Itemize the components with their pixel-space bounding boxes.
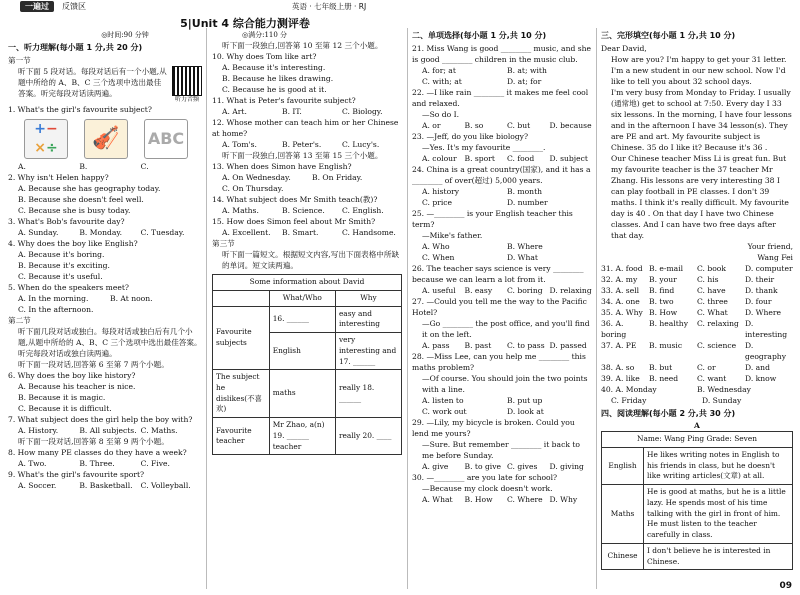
option[interactable]: 31. A. food (601, 263, 643, 273)
option[interactable]: B. Basketball. (79, 481, 133, 491)
option[interactable]: B. sport (464, 153, 495, 163)
feedback-label: 反馈区 (62, 2, 86, 11)
option[interactable]: C. English. (342, 206, 384, 216)
question-6: 6. Why does the boy like history? (8, 371, 136, 381)
option[interactable]: B. Where (507, 241, 543, 251)
option[interactable]: C. work out (422, 406, 467, 416)
question-8: 8. How many PE classes do they have a week? (8, 448, 187, 458)
option[interactable]: C. food (507, 153, 535, 163)
column-divider (206, 28, 207, 589)
option[interactable]: B. How (649, 307, 678, 317)
question-25: 25. —________ is your English teacher this term? (412, 208, 573, 229)
answer-blank-20[interactable]: really 20. ____ (335, 418, 401, 455)
option[interactable]: D. giving (549, 461, 584, 471)
music-instrument-icon: 🎻 (84, 119, 128, 159)
letter-paragraph: I'm very busy from Monday to Friday. I usually (通常地) get to school at 7:50. Every day I 33 six lessons. In the morning, I have four lessons and in the afternoon I have 34 lesson(s). They are PE and art. My favourite subject is Chinese. 35 do I like it? Because it's 36 . (611, 87, 792, 152)
row-label: Favourite teacher (213, 418, 270, 455)
question-26: 26. The teacher says science is very ________ because we can learn a lot from it. (412, 263, 584, 284)
section-heading: 二、单项选择(每小题 1 分,共 10 分) (412, 31, 547, 40)
table-header: What/Who (269, 290, 335, 306)
question-13: 13. When does Simon have English? (212, 162, 352, 172)
option[interactable]: B. but (649, 362, 673, 372)
option[interactable]: B. month (507, 186, 543, 196)
question-11: 11. What is Peter's favourite subject? (212, 96, 356, 106)
question-10: 10. Why does Tom like art? (212, 52, 317, 62)
table-cell: English (269, 333, 335, 370)
option[interactable]: B. at; with (507, 65, 547, 75)
option[interactable]: C. What (697, 307, 728, 317)
option[interactable]: A. Who (422, 241, 450, 251)
row-label: The subject he dislikes(不喜欢) (213, 370, 270, 418)
option[interactable]: A. Excellent. (222, 228, 271, 238)
subject-line: 英语 · 七年级上册 · RJ (292, 2, 367, 11)
option[interactable]: B. At noon. (110, 294, 153, 304)
option[interactable]: 40. A. Monday (601, 384, 657, 394)
column-divider (407, 28, 408, 589)
question-21: 21. Miss Wang is good ________ music, and she is good ________ children in the music club. (412, 43, 592, 64)
option[interactable]: B. music (649, 340, 683, 350)
row-label: Maths (602, 485, 644, 544)
question-23: 23. —Jeff, do you like biology? (412, 131, 529, 141)
option[interactable]: C. Maths. (140, 426, 178, 436)
cloze-option-row (601, 307, 793, 318)
report-table (601, 431, 793, 570)
brand-logo: 一遍过 (20, 1, 54, 12)
option[interactable]: C. Volleyball. (140, 481, 191, 491)
option[interactable]: C. three (697, 296, 728, 306)
option[interactable]: B. Three. (79, 459, 115, 469)
question-27: 27. —Could you tell me the way to the Pacific Hotel? (412, 296, 587, 317)
instruction-text: 听下面一篇短文。根据短文内容,写出下面表格中所缺的单词。短文读两遍。 (222, 250, 400, 271)
option[interactable]: 32. A. my (601, 274, 638, 284)
instruction-text: 听下面一段对话,回答第 8 至第 9 两个小题。 (18, 437, 169, 447)
option[interactable]: C. Because she is busy today. (18, 206, 131, 216)
option[interactable]: 39. A. like (601, 373, 640, 383)
option[interactable]: D. What (507, 252, 538, 262)
table-cell: He is good at maths, but he is a little lazy. He spends most of his time talking with the girl in front of him. He must listen to the teacher carefully in class. (644, 485, 793, 544)
option[interactable]: B. past (464, 340, 492, 350)
question-12: 12. Whose mother can teach him or her Chinese at home? (212, 118, 399, 139)
sub-heading: 第三节 (212, 239, 235, 249)
option[interactable]: C. Because he is good at it. (222, 85, 327, 95)
cloze-option-row (601, 340, 793, 362)
option[interactable]: B. so (464, 120, 484, 130)
picture-options (24, 119, 202, 159)
option[interactable]: D. thank (745, 285, 778, 295)
option[interactable]: B. IT. (282, 107, 302, 117)
option[interactable]: C. In the afternoon. (18, 305, 94, 315)
option[interactable]: D. and (745, 362, 770, 372)
column-4 (601, 28, 793, 570)
option[interactable]: B. Wednesday (697, 384, 751, 394)
time-label: ◎时间:90 分钟 (101, 31, 149, 39)
option[interactable]: D. at; for (507, 76, 542, 86)
question-30: 30. —________ are you late for school? (412, 472, 558, 482)
option[interactable]: B. Peter's. (282, 140, 322, 150)
option[interactable]: A. Sunday. (18, 228, 59, 238)
option[interactable]: D. know (745, 373, 777, 383)
option[interactable]: A. Because it's boring. (18, 250, 105, 260)
letter-signature: Wang Fei (757, 252, 793, 262)
option[interactable]: B. Because he likes drawing. (222, 74, 334, 84)
option[interactable]: C. Five. (140, 459, 170, 469)
answer-blank-18[interactable]: really 18. ______ (335, 370, 401, 418)
option[interactable]: A. listen to (422, 395, 464, 405)
cloze-option-row (601, 274, 793, 285)
option[interactable]: C. Friday (611, 395, 647, 405)
question-28: 28. —Miss Lee, can you help me ________ this maths problem? (412, 351, 586, 372)
option[interactable]: B. Because it's exciting. (18, 261, 110, 271)
passage-label: A (694, 421, 700, 431)
option[interactable]: D. look at (507, 406, 544, 416)
option[interactable]: B. Because it is magic. (18, 393, 106, 403)
option[interactable]: B. Because she doesn't feel well. (18, 195, 144, 205)
option[interactable]: D. four (745, 296, 772, 306)
option[interactable]: C. want (697, 373, 727, 383)
option[interactable]: A. pass (422, 340, 450, 350)
option[interactable]: C. science (697, 340, 737, 350)
option[interactable]: A. useful (422, 285, 456, 295)
table-cell: easy and interesting (335, 306, 401, 332)
question-5: 5. When do the speakers meet? (8, 283, 129, 293)
instruction-text: 听下面 5 段对话。每段对话后有一个小题,从题中所给的 A、B、C 三个选项中选出最佳答案。听完每段对话读两遍。 (18, 66, 167, 98)
dialogue-line: —Go ________ the post office, and you'll find it on the left. (422, 318, 590, 339)
row-label: Favourite subjects (213, 306, 270, 370)
cloze-option-row (601, 362, 793, 373)
dialogue-line: —Yes. It's my favourite ________. (422, 142, 546, 152)
option[interactable]: A. Soccer. (18, 481, 57, 491)
option[interactable]: C. but (507, 120, 531, 130)
dialogue-line: —Sure. But remember ________ it back to me before Sunday. (422, 439, 580, 460)
question-24: 24. China is a great country(国家), and it has a ________ of over(超过) 5,000 years. (412, 164, 591, 185)
option[interactable]: D. Sunday (702, 395, 742, 405)
dialogue-line: —Of course. You should join the two points with a line. (422, 373, 588, 394)
option[interactable]: 35. A. Why (601, 307, 643, 317)
option[interactable]: 33. A. sell (601, 285, 640, 295)
option[interactable]: D. Why (549, 494, 578, 504)
question-15: 15. How does Simon feel about Mr Smith? (212, 217, 376, 227)
option[interactable]: D. Where (745, 307, 781, 317)
option[interactable]: B. healthy (649, 318, 688, 328)
option[interactable]: C. book (697, 263, 726, 273)
question-3: 3. What's Bob's favourite day? (8, 217, 125, 227)
option[interactable]: C. Handsome. (342, 228, 396, 238)
answer-blank-19[interactable]: Mr Zhao, a(n) 19. ______ teacher (269, 418, 335, 455)
question-14: 14. What subject does Mr Smith teach(教)? (212, 195, 378, 205)
info-table (212, 274, 402, 455)
table-title: Some information about David (213, 275, 402, 291)
option[interactable]: C. or (697, 362, 716, 372)
option[interactable]: B. How (464, 494, 493, 504)
question-29: 29. —Lily, my bicycle is broken. Could you lend me yours? (412, 417, 575, 438)
option[interactable]: C. Because it is difficult. (18, 404, 112, 414)
option[interactable]: C. with; at (422, 76, 462, 86)
option[interactable]: D. their (745, 274, 775, 284)
option[interactable]: B. find (649, 285, 675, 295)
option[interactable]: C. Tuesday. (140, 228, 185, 238)
section-heading: 四、阅读理解(每小题 2 分,共 30 分) (601, 408, 736, 418)
option[interactable]: D. subject (549, 153, 588, 163)
option[interactable]: 34. A. one (601, 296, 640, 306)
option[interactable]: A. give (422, 461, 449, 471)
option[interactable]: C. When (422, 252, 455, 262)
option[interactable]: A. or (422, 120, 441, 130)
question-22: 22. —I like rain ________ it makes me feel cool and relaxed. (412, 87, 589, 108)
option[interactable]: A. Tom's. (222, 140, 257, 150)
instruction-text: 听下面一段对话,回答第 6 至第 7 两个小题。 (18, 360, 169, 370)
column-3 (412, 28, 592, 505)
answer-blank-16[interactable]: 16. ______ (269, 306, 335, 332)
option[interactable]: A. (18, 162, 26, 172)
page-number: 09 (779, 580, 792, 591)
dialogue-line: —So do I. (422, 109, 460, 119)
qr-label: 听力音频 (174, 95, 199, 103)
header-band (0, 0, 800, 13)
option[interactable]: C. Where (507, 494, 543, 504)
answer-blank-17[interactable]: very interesting and 17. ______ (335, 333, 401, 370)
question-2: 2. Why isn't Helen happy? (8, 173, 109, 183)
intro-block (8, 66, 202, 105)
table-cell: He likes writing notes in English to his friends in class, but he doesn't like writing articles(文章) at all. (644, 447, 793, 484)
column-2 (212, 30, 402, 455)
option[interactable]: D. interesting (745, 318, 788, 339)
option[interactable]: C. relaxing (697, 318, 739, 328)
option[interactable]: D. geography (745, 340, 786, 361)
option[interactable]: B. to give (464, 461, 502, 471)
option[interactable]: B. need (649, 373, 679, 383)
table-header: Why (335, 290, 401, 306)
dialogue-line: —Mike's father. (422, 230, 483, 240)
cloze-option-row (601, 296, 793, 307)
option[interactable]: C. his (697, 274, 719, 284)
option[interactable]: A. Art. (222, 107, 247, 117)
option[interactable]: C. price (422, 197, 453, 207)
option[interactable]: A. In the morning. (18, 294, 89, 304)
instruction-text: 听下面一段独白,回答第 13 至第 15 三个小题。 (222, 151, 383, 161)
option[interactable]: B. put up (507, 395, 543, 405)
qr-code-icon[interactable] (172, 66, 202, 96)
row-label: Chinese (602, 543, 644, 569)
cloze-option-row (601, 373, 793, 384)
option[interactable]: C. Biology. (342, 107, 383, 117)
option[interactable]: A. What (422, 494, 453, 504)
option[interactable]: C. On Thursday. (222, 184, 284, 194)
option[interactable]: A. Maths. (222, 206, 259, 216)
dialogue-line: —Because my clock doesn't work. (422, 483, 553, 493)
cloze-options (601, 263, 793, 384)
option[interactable]: A. colour (422, 153, 457, 163)
option[interactable]: D. passed (549, 340, 587, 350)
table-cell: I don't believe he is interested in Chinese. (644, 543, 793, 569)
instruction-text: 听下面几段对话或独白。每段对话或独白后有几个小题,从题中所给的 A、B、C 三个选项中选出最佳答案。听完每段对话或独白读两遍。 (18, 327, 202, 359)
option[interactable]: D. relaxing (549, 285, 592, 295)
option[interactable]: A. Because his teacher is nice. (18, 382, 136, 392)
option[interactable]: B. your (649, 274, 677, 284)
option[interactable]: B. e-mail (649, 263, 684, 273)
question-9: 9. What's the girl's favourite sport? (8, 470, 145, 480)
option[interactable]: C. boring (507, 285, 543, 295)
section-heading: 一、听力理解(每小题 1 分,共 20 分) (8, 43, 143, 53)
option[interactable]: A. Because it's interesting. (222, 63, 326, 73)
option[interactable]: C. (140, 162, 149, 172)
letter-paragraph: How are you? I'm happy to get your 31 letter. I'm a new student in our new school. Now I'd like to tell you about 32 school days. (611, 54, 787, 86)
question-1-options (18, 161, 202, 172)
option[interactable]: 37. A. PE (601, 340, 637, 350)
option[interactable]: C. Lucy's. (342, 140, 380, 150)
abc-letters-icon: ABC (144, 119, 188, 159)
option[interactable]: B. On Friday. (312, 173, 363, 183)
row-label: English (602, 447, 644, 484)
option[interactable]: D. computer (745, 263, 793, 273)
option[interactable]: A. History. (18, 426, 59, 436)
page-title: 5|Unit 4 综合能力测评卷 (180, 17, 310, 30)
option[interactable]: A. for; at (422, 65, 456, 75)
option[interactable]: B. Monday. (79, 228, 123, 238)
option[interactable]: B. two (649, 296, 674, 306)
cloze-option-row (601, 285, 793, 296)
cloze-option-row (601, 318, 793, 340)
option[interactable]: B. All subjects. (79, 426, 137, 436)
letter-greeting: Dear David, (601, 43, 647, 53)
option[interactable]: D. because (549, 120, 592, 130)
option[interactable]: A. Because she has geography today. (18, 184, 161, 194)
letter-paragraph: Our Chinese teacher Miss Li is great fun. But my favourite teacher is the 37 teacher Mr Zhang. His lessons are very interesting 38 I can play football in PE classes. I don't 39 maths. I think it's really difficult. My favourite day is 40 . On that day I have two Chinese classes. And I can have two free days after that day. (611, 153, 789, 240)
option[interactable]: A. history (422, 186, 460, 196)
cloze-option-row (601, 263, 793, 274)
option[interactable]: C. gives (507, 461, 538, 471)
option[interactable]: C. have (697, 285, 726, 295)
option[interactable]: B. easy (464, 285, 493, 295)
question-4: 4. Why does the boy like English? (8, 239, 138, 249)
question-7: 7. What subject does the girl help the boy with? (8, 415, 193, 425)
sub-heading: 第二节 (8, 316, 31, 326)
option[interactable]: B. (79, 162, 88, 172)
table-title: Name: Wang Ping Grade: Seven (602, 432, 793, 448)
option[interactable]: B. Science. (282, 206, 325, 216)
option[interactable]: C. Because it's useful. (18, 272, 103, 282)
column-1 (8, 30, 202, 491)
option[interactable]: A. On Wednesday. (222, 173, 291, 183)
option[interactable]: 38. A. so (601, 362, 635, 372)
math-symbols-icon: +− ×÷ (24, 119, 68, 159)
sub-heading: 第一节 (8, 55, 31, 65)
score-label: ◎满分:110 分 (242, 31, 288, 39)
option[interactable]: D. number (507, 197, 548, 207)
instruction-text: 听下面一段独白,回答第 10 至第 12 三个小题。 (222, 41, 383, 51)
question-1: 1. What's the girl's favourite subject? (8, 105, 152, 115)
option[interactable]: 36. A. boring (601, 318, 627, 339)
option[interactable]: C. to pass (507, 340, 545, 350)
column-divider (596, 28, 597, 589)
section-heading: 三、完形填空(每小题 1 分,共 10 分) (601, 31, 736, 40)
table-cell: maths (269, 370, 335, 418)
option[interactable]: A. Two. (18, 459, 47, 469)
letter-closing: Your friend, (747, 241, 793, 251)
option[interactable]: B. Smart. (282, 228, 319, 238)
